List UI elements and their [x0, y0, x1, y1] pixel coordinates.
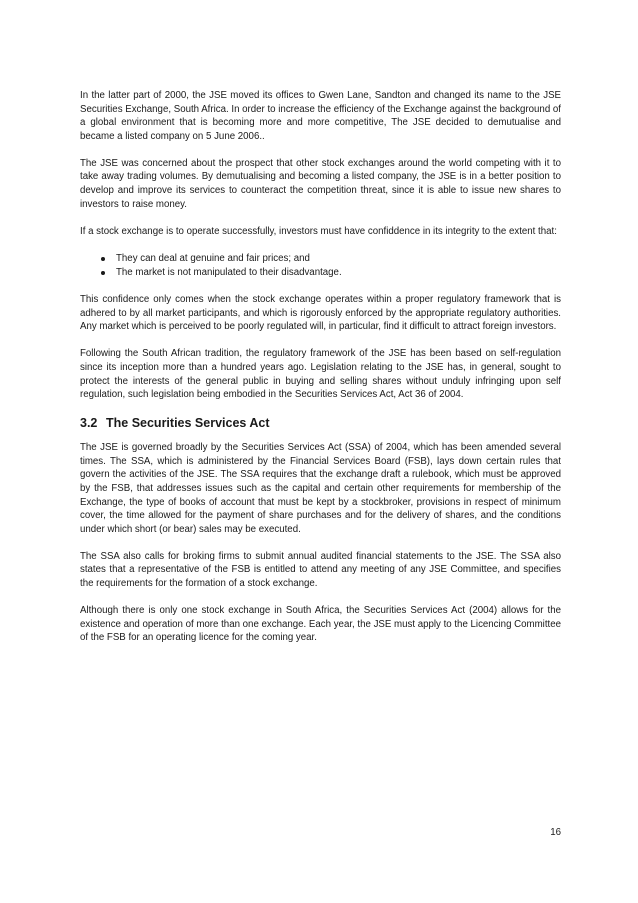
page-number: 16	[550, 827, 561, 838]
section-heading	[80, 415, 561, 431]
paragraph-regulatory-framework: This confidence only comes when the stock exchange operates within a proper regulatory framework that is adhered to by all market participants, and which is rigorously enforced by the appropriate regulatory authorities. Any market which is perceived to be poorly regulated will, in particular, find it difficult to attract foreign investors.	[80, 294, 561, 333]
paragraph-jse-move: In the latter part of 2000, the JSE moved its offices to Gwen Lane, Sandton and changed its name to the JSE Securities Exchange, South Africa. In order to increase the efficiency of the Exchange against the background of a global environment that is becoming more and more competitive, The JSE decided to demutualise and became a listed company on 5 June 2006..	[80, 90, 561, 142]
page-body	[80, 89, 561, 645]
paragraph-self-regulation: Following the South African tradition, the regulatory framework of the JSE has been based on self-regulation since its inception more than a hundred years ago. Legislation relating to the JSE has, in general, sought to protect the interests of the general public in buying and selling shares without unduly infringing upon self regulation, such legislation being embodied in the Securities Services Act, Act 36 of 2004.	[80, 348, 561, 401]
list-item	[80, 266, 561, 280]
bullet-icon	[101, 257, 105, 261]
paragraph-demutualisation: The JSE was concerned about the prospect that other stock exchanges around the world competing with it to take away trading volumes. By demutualising and becoming a listed company, the JSE is in a better position to develop and improve its services to counteract the competition threat, since it is able to issue new shares to investors to raise money.	[80, 157, 561, 210]
list-item	[80, 252, 561, 266]
paragraph-ssa-financial-statements: The SSA also calls for broking firms to submit annual audited financial statements to the JSE. The SSA also states that a representative of the FSB is entitled to attend any meeting of any JSE Committee, and specifies the requirements for the formation of a stock exchange.	[80, 550, 561, 590]
paragraph-ssa-multiple-exchanges: Although there is only one stock exchange in South Africa, the Securities Services Act (2004) allows for the existence and operation of more than one exchange. Each year, the JSE must apply to the Licencing Committee of the FSB for an operating licence for the coming year.	[80, 605, 561, 644]
paragraph-investor-confidence: If a stock exchange is to operate successfully, investors must have confiddence in its integrity to the extent that:	[80, 225, 557, 237]
section-title: The Securities Services Act	[106, 416, 270, 431]
list-item-text: The market is not manipulated to their disadvantage.	[116, 267, 342, 279]
bullet-icon	[101, 271, 105, 275]
list-item-text: They can deal at genuine and fair prices; and	[116, 252, 310, 264]
bullet-list	[80, 252, 561, 280]
section-number: 3.2	[80, 416, 98, 431]
paragraph-ssa-governance: The JSE is governed broadly by the Securities Services Act (SSA) of 2004, which has been amended several times. The SSA, which is administered by the Financial Services Board (FSB), lays down certain rules that govern the activities of the JSE. The SSA requires that the exchange draft a rulebook, which must be approved by the FSB, that addresses issues such as the capital and certain other requirements for membership of the Exchange, the type of books of account that must be kept by a stockbroker, provisions in respect of minimum cover, the time allowed for the payment of share purchases and for the delivery of shares, and the conditions under which short (or bear) sales may be executed.	[80, 442, 561, 535]
